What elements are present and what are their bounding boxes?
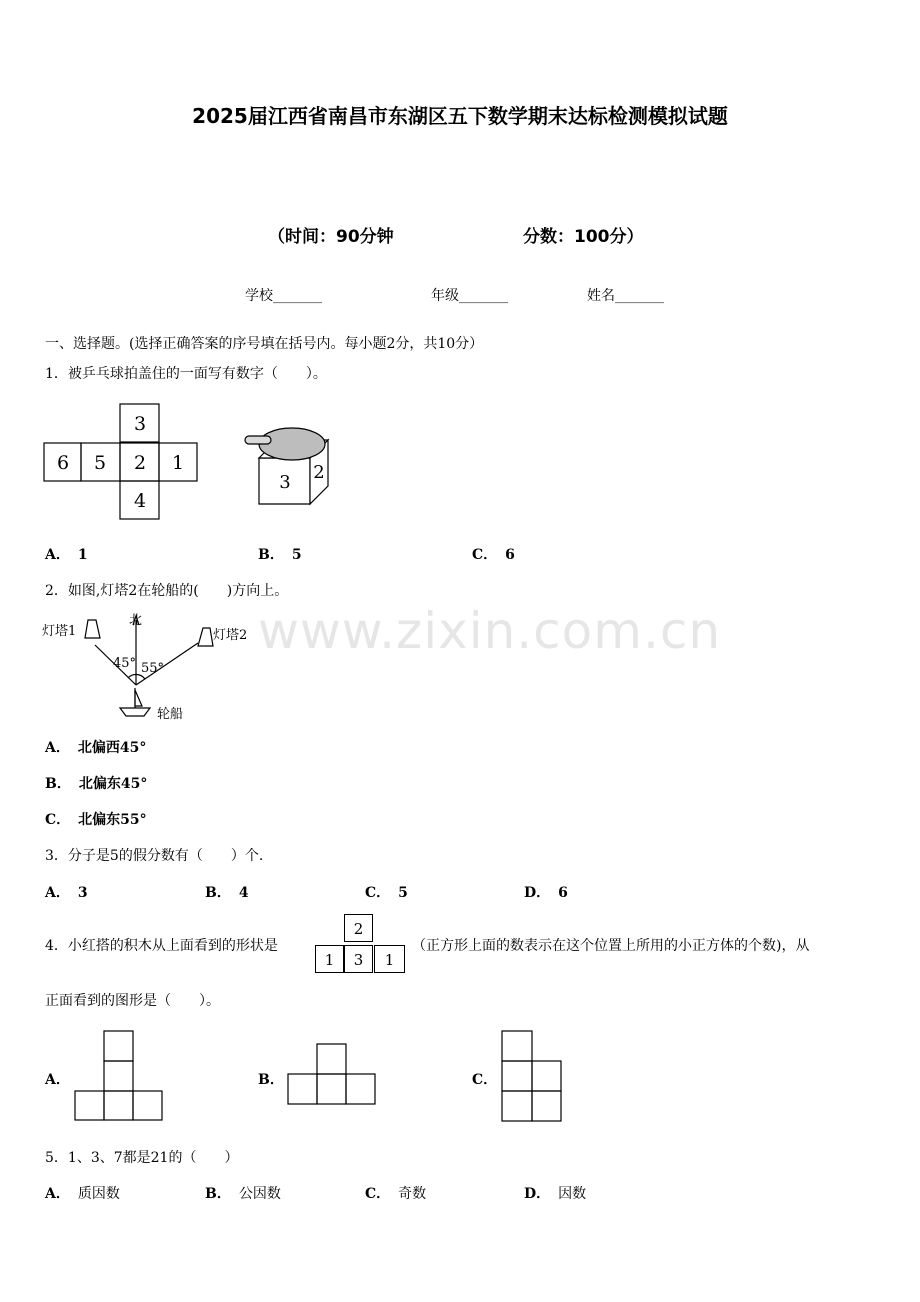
q4-option-b[interactable]: B． <box>258 1072 284 1088</box>
cube-net-figure <box>40 400 210 525</box>
q3-option-c[interactable]: C． 5 <box>365 885 408 901</box>
top-view-cell: 2 <box>344 914 373 942</box>
q1-option-c[interactable]: C． 6 <box>472 547 515 563</box>
north-label: 北 <box>129 613 143 628</box>
q2-option-a[interactable]: A． 北偏西45° <box>45 740 147 756</box>
q4-option-b-figure[interactable] <box>286 1042 378 1106</box>
grade-field[interactable]: 年级_______ <box>431 288 508 304</box>
net-face-bottom: 4 <box>133 490 147 512</box>
question-5-text: 5．1、3、7都是21的（ ） <box>45 1150 239 1166</box>
top-view-cell: 3 <box>344 945 373 973</box>
q5-option-a[interactable]: A． 质因数 <box>45 1186 120 1202</box>
direction-diagram <box>40 610 270 725</box>
exam-score: 分数：100分） <box>523 227 644 247</box>
q5-option-c[interactable]: C． 奇数 <box>365 1186 427 1202</box>
tower-1-label: 灯塔1 <box>42 624 77 639</box>
angle-55-label: 55° <box>141 661 165 676</box>
q4-option-a[interactable]: A． <box>45 1072 70 1088</box>
cube-front-face: 3 <box>279 472 291 493</box>
exam-title: 2025届江西省南昌市东湖区五下数学期末达标检测模拟试题 <box>192 104 728 128</box>
q1-option-a[interactable]: A． 1 <box>45 547 88 563</box>
question-4-text-a: 4．小红搭的积木从上面看到的形状是 <box>45 938 278 954</box>
paddle-handle <box>245 436 271 444</box>
top-view-cell: 1 <box>315 945 344 973</box>
q5-option-d[interactable]: D． 因数 <box>524 1186 587 1202</box>
question-3-text: 3．分子是5的假分数有（ ）个. <box>45 848 264 864</box>
net-face-center: 2 <box>133 452 147 474</box>
school-field[interactable]: 学校_______ <box>245 288 322 304</box>
q4-option-c[interactable]: C． <box>472 1072 498 1088</box>
net-face-right: 1 <box>171 452 185 474</box>
watermark: www.zixin.com.cn <box>258 602 722 660</box>
net-face-top: 3 <box>133 413 147 435</box>
q1-option-b[interactable]: B． 5 <box>258 547 302 563</box>
cube-with-paddle-figure <box>240 418 340 508</box>
cube-side-face: 2 <box>313 462 325 483</box>
question-2-text: 2．如图,灯塔2在轮船的( )方向上。 <box>45 583 289 599</box>
angle-45-label: 45° <box>113 656 137 671</box>
q2-option-b[interactable]: B． 北偏东45° <box>45 776 148 792</box>
net-face-left: 6 <box>56 452 70 474</box>
q3-option-a[interactable]: A． 3 <box>45 885 88 901</box>
question-1-text: 1．被乒乓球拍盖住的一面写有数字（ ）。 <box>45 366 327 382</box>
q3-option-b[interactable]: B． 4 <box>205 885 249 901</box>
q2-option-c[interactable]: C． 北偏东55° <box>45 812 147 828</box>
exam-time: （时间：90分钟 <box>268 227 394 247</box>
q5-option-b[interactable]: B． 公因数 <box>205 1186 281 1202</box>
tower-2-label: 灯塔2 <box>213 628 248 643</box>
top-view-cell: 1 <box>374 945 405 973</box>
q4-option-c-figure[interactable] <box>500 1029 564 1123</box>
q3-option-d[interactable]: D． 6 <box>524 885 568 901</box>
name-field[interactable]: 姓名_______ <box>587 288 664 304</box>
question-4-text-b: （正方形上面的数表示在这个位置上所用的小正方体的个数)，从 <box>412 938 810 954</box>
net-face-midleft: 5 <box>93 452 107 474</box>
q4-option-a-figure[interactable] <box>73 1030 165 1122</box>
section-heading: 一、选择题。(选择正确答案的序号填在括号内。每小题2分，共10分） <box>45 336 484 352</box>
ship-label: 轮船 <box>157 707 184 722</box>
question-4-text-c: 正面看到的图形是（ ）。 <box>45 993 220 1009</box>
